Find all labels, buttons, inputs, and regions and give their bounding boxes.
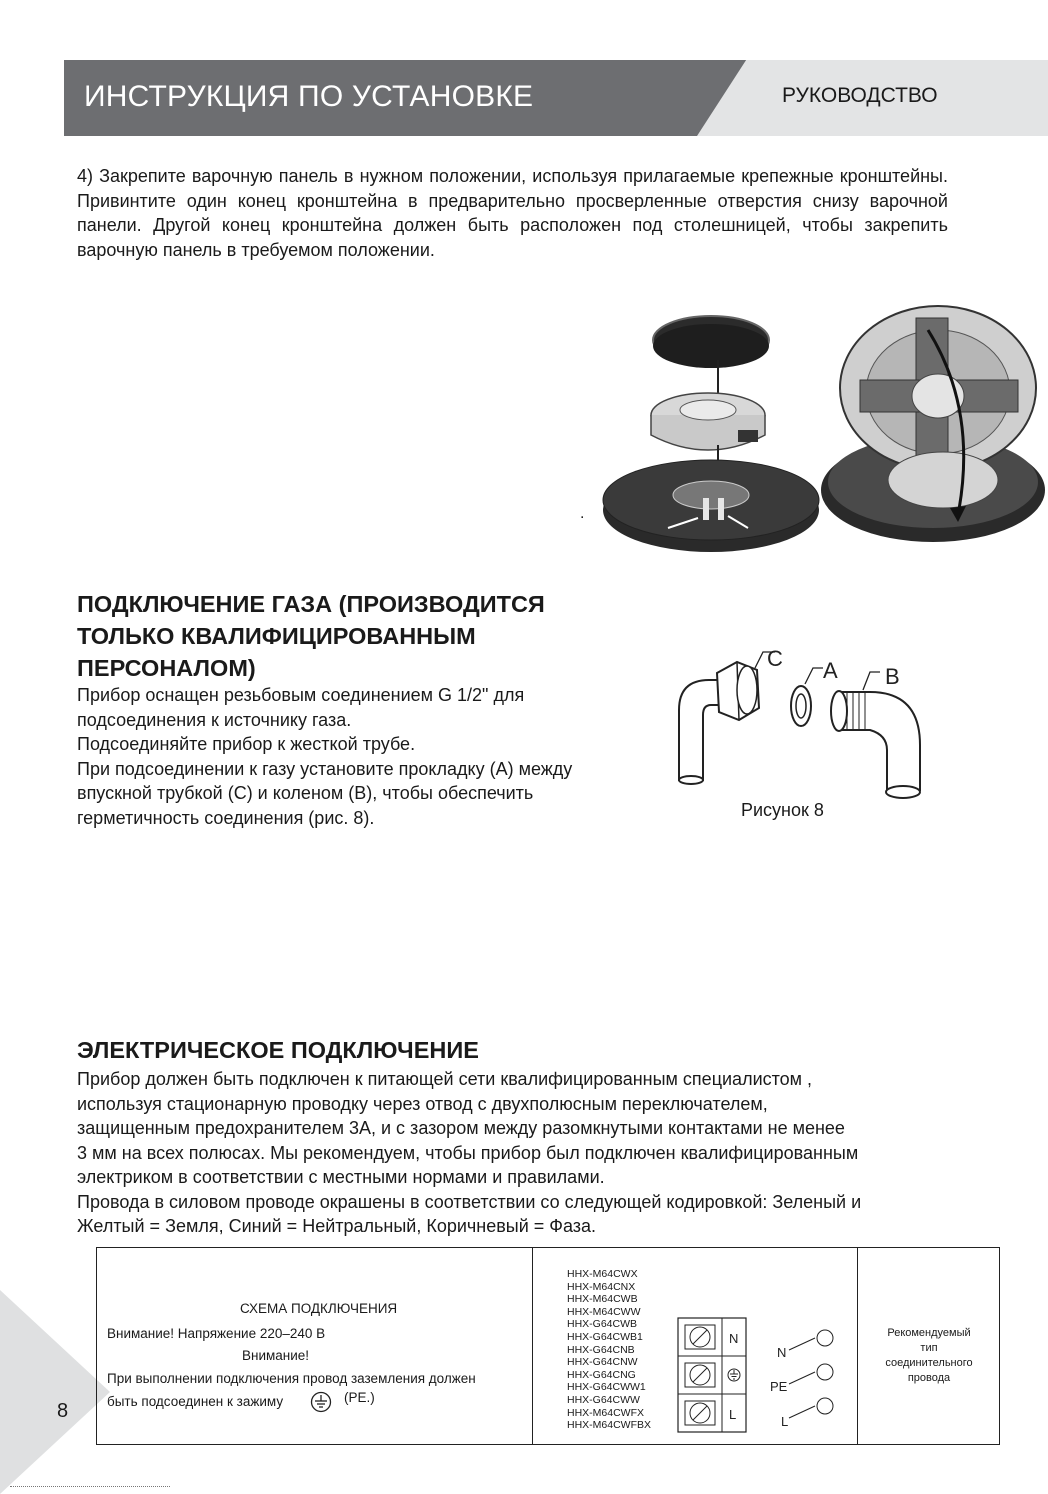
pe-label: (PE.) [344,1390,375,1405]
electric-line: 3 мм на всех полюсах. Мы рекомендуем, чтобы прибор был подключен квалифицированным [77,1142,859,1163]
model-item: HHX-G64CWW [567,1393,640,1406]
electric-paragraph [77,1067,977,1239]
wiring-notes-cell [97,1248,533,1444]
electric-line: Желтый = Земля, Синий = Нейтральный, Коричневый = Фаза. [77,1216,597,1236]
gas-paragraph [77,683,657,830]
scheme-title: СХЕМА ПОДКЛЮЧЕНИЯ [240,1301,398,1316]
ground-note-line1: При выполнении подключения провод заземления должен [107,1371,476,1386]
terminal-block-diagram [677,1312,847,1437]
stray-dot: . [580,505,585,522]
gas-heading-line: ПЕРСОНАЛОМ) [77,655,256,681]
model-item: HHX-G64CNG [567,1368,636,1381]
electric-line: защищенным предохранителем 3А, и с зазором между разомкнутыми контактами не менее [77,1118,845,1138]
model-item: HHX-G64CNB [567,1343,635,1356]
model-item: HHX-M64CWFX [567,1406,645,1419]
label-b: B [885,664,900,689]
wire-pe-label: PE [770,1379,788,1394]
gas-line: герметичность соединения (рис. 8). [77,807,375,828]
model-item: HHX-M64CWW [567,1305,641,1318]
model-list [567,1268,651,1432]
gas-line: впускной трубкой (C) и коленом (B), чтобы обеспечить [77,783,534,803]
gas-line: Подсоединяйте прибор к жесткой трубе. [77,734,416,754]
burner-illustration [598,300,1048,560]
terminal-l-label: L [729,1407,737,1422]
ground-symbol-icon [310,1391,332,1413]
label-a: A [823,658,838,683]
figure-caption: Рисунок 8 [741,800,824,820]
recommended-line: тип [920,1342,938,1354]
page-title: ИНСТРУКЦИЯ ПО УСТАНОВКЕ [84,80,534,113]
recommended-line: провода [907,1372,951,1384]
model-item: HHX-M64CWB [567,1293,638,1306]
gas-line: При подсоединении к газу установите прокладку (A) между [77,758,573,779]
footer-rule [10,1486,170,1490]
wire-n-label: N [777,1345,787,1360]
model-item: HHX-G64CNW [567,1356,638,1369]
wiring-table [96,1247,1000,1445]
gas-heading-line: ТОЛЬКО КВАЛИФИЦИРОВАННЫМ [77,623,476,649]
electric-line: используя стационарную проводку через отвод с двухполюсным переключателем, [77,1093,768,1114]
header-tab-label: РУКОВОДСТВО [782,84,938,107]
terminal-n-label: N [729,1331,739,1346]
model-item: HHX-G64CWW1 [567,1381,646,1394]
page-corner [0,1290,110,1494]
step4-paragraph: 4) Закрепите варочную панель в нужном положении, используя прилагаемые крепежные кронштейны. Привинтите один конец кронштейна в предварительно просверленные отверстия снизу варочной панели. Другой конец кронштейна должен быть расположен под столешницей, чтобы закрепить варочную панель в требуемом положении. [77,166,948,260]
recommended-line: соединительного [885,1357,973,1369]
model-item: HHX-M64CNX [567,1280,636,1293]
page-number: 8 [57,1400,69,1422]
gas-line: подсоединения к источнику газа. [77,709,352,730]
electric-line: электриком в соответствии с местными нормами и правилами. [77,1167,605,1187]
electric-line: Прибор должен быть подключен к питающей сети квалифицированным специалистом , [77,1069,813,1089]
model-item: HHX-M64CWX [567,1268,638,1280]
wire-l-label: L [781,1414,789,1429]
recommended-line: Рекомендуемый [887,1327,971,1339]
pipe-connection-figure [665,640,945,810]
gas-heading-line: ПОДКЛЮЧЕНИЕ ГАЗА (ПРОИЗВОДИТСЯ [77,591,545,617]
electric-line: Провода в силовом проводе окрашены в соответствии со следующей кодировкой: Зеленый и [77,1191,862,1212]
models-cell [533,1248,858,1444]
model-item: HHX-G64CWB [567,1318,638,1331]
voltage-warning: Внимание! Напряжение 220–240 В [107,1326,326,1341]
ground-note-line2: быть подсоединен к зажиму [107,1394,284,1409]
model-item: HHX-G64CWB1 [567,1330,643,1343]
gas-line: Прибор оснащен резьбовым соединением G 1/2" для [77,685,525,705]
recommended-cable-text [858,1326,1000,1386]
attention-label: Внимание! [242,1348,310,1363]
label-c: C [767,646,783,671]
model-item: HHX-M64CWFBX [567,1419,652,1432]
recommended-cable-cell [858,1248,1000,1444]
gas-heading [77,588,545,684]
electric-heading: ЭЛЕКТРИЧЕСКОЕ ПОДКЛЮЧЕНИЕ [77,1037,479,1063]
